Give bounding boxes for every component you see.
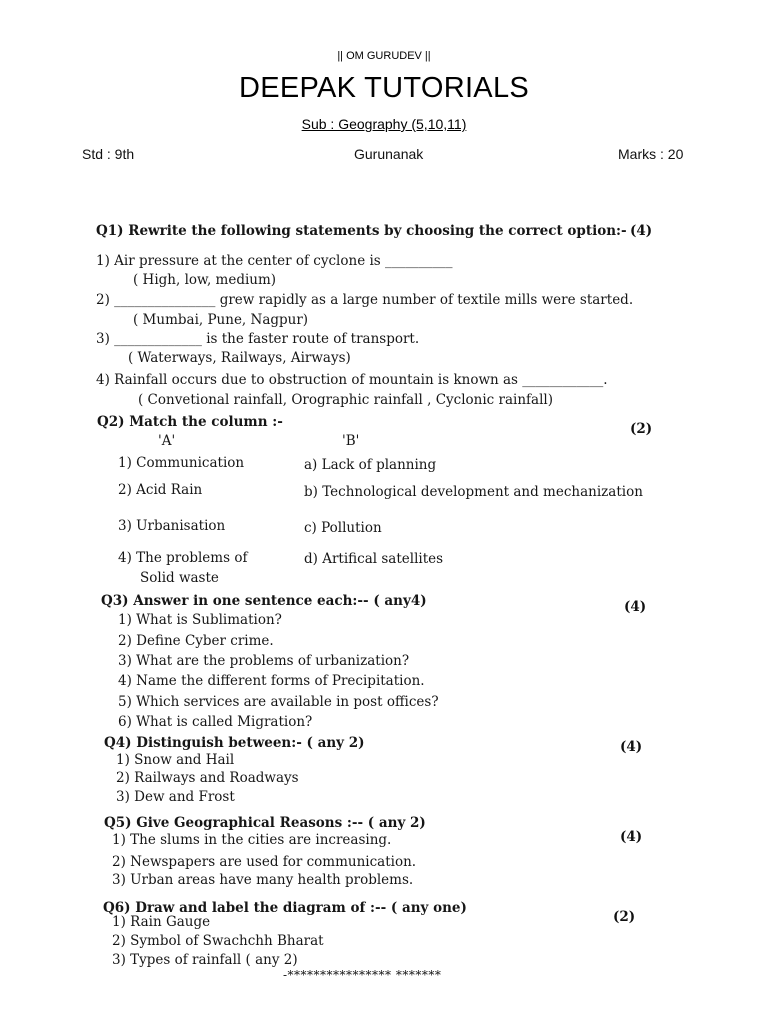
q1-marks: (4)	[630, 223, 653, 239]
q2-marks: (2)	[630, 421, 653, 437]
q3-item-6: 6) What is called Migration?	[118, 714, 313, 730]
q3-item-4: 4) Name the different forms of Precipitation.	[118, 673, 425, 689]
q4-item-2: 2) Railways and Roadways	[116, 770, 299, 786]
q1-item-4-options: ( Convetional rainfall, Orographic rainfall , Cyclonic rainfall)	[138, 392, 553, 408]
page-title: DEEPAK TUTORIALS	[238, 72, 530, 104]
q2-column-b-header: 'B'	[342, 433, 360, 449]
q1-item-1: 1) Air pressure at the center of cyclone is __________	[96, 253, 453, 269]
q1-item-3: 3) _____________ is the faster route of transport.	[96, 331, 420, 347]
q2-a-item-4-cont: Solid waste	[140, 570, 219, 586]
q4-item-3: 3) Dew and Frost	[116, 789, 235, 805]
subject-text: Sub : Geography (5,10,11)	[301, 116, 467, 132]
q3-item-1: 1) What is Sublimation?	[118, 612, 282, 628]
q5-marks: (4)	[620, 829, 643, 845]
marks-label: Marks : 20	[618, 146, 684, 162]
q4-heading: Q4) Distinguish between:- ( any 2)	[104, 735, 365, 751]
q2-b-item-1: a) Lack of planning	[304, 457, 437, 473]
q5-item-2: 2) Newspapers are used for communication.	[112, 854, 417, 870]
q2-b-item-2: b) Technological development and mechanization	[304, 484, 643, 500]
q2-a-item-3: 3) Urbanisation	[118, 518, 226, 534]
footer-stars: -**************** *******	[283, 968, 442, 982]
q1-item-3-options: ( Waterways, Railways, Airways)	[128, 350, 351, 366]
q3-marks: (4)	[624, 599, 647, 615]
q1-heading: Q1) Rewrite the following statements by choosing the correct option:-	[96, 223, 627, 239]
q6-item-2: 2) Symbol of Swachchh Bharat	[112, 933, 324, 949]
q5-item-1: 1) The slums in the cities are increasing.	[112, 832, 392, 848]
q2-column-a-header: 'A'	[158, 433, 176, 449]
q1-item-1-options: ( High, low, medium)	[133, 272, 277, 288]
q4-marks: (4)	[620, 739, 643, 755]
q3-heading: Q3) Answer in one sentence each:-- ( any4)	[101, 593, 427, 609]
q3-item-3: 3) What are the problems of urbanization?	[118, 653, 410, 669]
q6-item-3: 3) Types of rainfall ( any 2)	[112, 952, 298, 968]
q3-item-2: 2) Define Cyber crime.	[118, 633, 274, 649]
q2-a-item-1: 1) Communication	[118, 455, 245, 471]
q3-item-5: 5) Which services are available in post offices?	[118, 694, 439, 710]
q5-item-3: 3) Urban areas have many health problems.	[112, 872, 414, 888]
q4-item-1: 1) Snow and Hail	[116, 752, 235, 768]
q2-b-item-3: c) Pollution	[304, 520, 382, 536]
branch-label: Gurunanak	[354, 146, 424, 162]
q2-a-item-2: 2) Acid Rain	[118, 482, 203, 498]
q2-b-item-4: d) Artifical satellites	[304, 551, 444, 567]
subject-line	[0, 116, 768, 132]
q6-marks: (2)	[613, 909, 636, 925]
q1-item-2-options: ( Mumbai, Pune, Nagpur)	[133, 312, 309, 328]
q5-heading: Q5) Give Geographical Reasons :-- ( any 2)	[104, 815, 426, 831]
q6-item-1: 1) Rain Gauge	[112, 914, 211, 930]
q1-item-2: 2) _______________ grew rapidly as a large number of textile mills were started.	[96, 292, 634, 308]
q2-a-item-4: 4) The problems of	[118, 550, 248, 566]
q6-heading: Q6) Draw and label the diagram of :-- ( any one)	[103, 900, 467, 916]
q2-heading: Q2) Match the column :-	[97, 414, 283, 430]
std-label: Std : 9th	[82, 146, 135, 162]
q1-item-4: 4) Rainfall occurs due to obstruction of mountain is known as ____________.	[96, 372, 608, 388]
om-gurudev-line: || OM GURUDEV ||	[337, 50, 431, 62]
